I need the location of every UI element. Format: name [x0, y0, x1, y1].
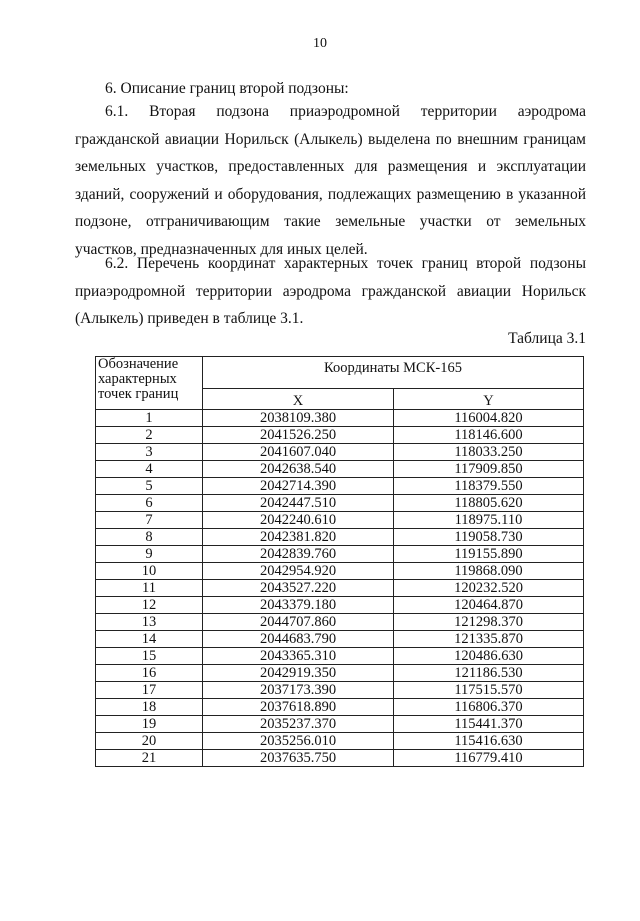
- x-coordinate-cell: 2043527.220: [203, 580, 394, 597]
- x-coordinate-cell: 2041526.250: [203, 427, 394, 444]
- point-number-cell: 3: [96, 444, 203, 461]
- x-header: X: [203, 389, 394, 410]
- table-row: [96, 716, 584, 733]
- y-header: Y: [394, 389, 584, 410]
- y-coordinate-cell: 118033.250: [394, 444, 584, 461]
- table-row: [96, 427, 584, 444]
- paragraph-6-1-text: 6.1. Вторая подзона приаэродромной территории аэродрома гражданской авиации Норильск (Алыкель) выделена по внешним границам земельных участков, предоставленных для размещения и эксплуатации зданий, сооружений и оборудования, подлежащих размещению в указанной подзоне, отграничивающим такие земельные участки от земельных участков, предназначенных для иных целей.: [75, 103, 586, 258]
- table-row: [96, 682, 584, 699]
- point-number-cell: 5: [96, 478, 203, 495]
- point-number-cell: 2: [96, 427, 203, 444]
- point-number-cell: 1: [96, 410, 203, 427]
- x-coordinate-cell: 2044683.790: [203, 631, 394, 648]
- y-coordinate-cell: 117515.570: [394, 682, 584, 699]
- table-row: [96, 529, 584, 546]
- x-coordinate-cell: 2042954.920: [203, 563, 394, 580]
- y-coordinate-cell: 120464.870: [394, 597, 584, 614]
- table-row: [96, 478, 584, 495]
- point-number-cell: 7: [96, 512, 203, 529]
- point-number-cell: 4: [96, 461, 203, 478]
- point-number-cell: 9: [96, 546, 203, 563]
- x-coordinate-cell: 2042447.510: [203, 495, 394, 512]
- coordinates-table-body: [96, 410, 584, 767]
- x-coordinate-cell: 2042839.760: [203, 546, 394, 563]
- x-coordinate-cell: 2037635.750: [203, 750, 394, 767]
- point-number-cell: 16: [96, 665, 203, 682]
- x-coordinate-cell: 2035237.370: [203, 716, 394, 733]
- table-caption: Таблица 3.1: [508, 330, 586, 347]
- coordinates-group-header: Координаты МСК-165: [203, 357, 584, 389]
- table-row: [96, 580, 584, 597]
- y-coordinate-cell: 118975.110: [394, 512, 584, 529]
- point-number-cell: 10: [96, 563, 203, 580]
- point-number-cell: 17: [96, 682, 203, 699]
- section-heading: 6. Описание границ второй подзоны:: [105, 80, 349, 97]
- y-coordinate-cell: 121298.370: [394, 614, 584, 631]
- x-coordinate-cell: 2044707.860: [203, 614, 394, 631]
- x-coordinate-cell: 2042638.540: [203, 461, 394, 478]
- paragraph-6-2: [75, 250, 586, 333]
- point-number-cell: 13: [96, 614, 203, 631]
- point-number-cell: 6: [96, 495, 203, 512]
- x-coordinate-cell: 2037618.890: [203, 699, 394, 716]
- x-coordinate-cell: 2035256.010: [203, 733, 394, 750]
- y-coordinate-cell: 120486.630: [394, 648, 584, 665]
- y-coordinate-cell: 121335.870: [394, 631, 584, 648]
- table-row: [96, 733, 584, 750]
- x-coordinate-cell: 2042240.610: [203, 512, 394, 529]
- y-coordinate-cell: 119868.090: [394, 563, 584, 580]
- table-row: [96, 546, 584, 563]
- point-number-cell: 14: [96, 631, 203, 648]
- table-row: [96, 410, 584, 427]
- coordinates-table: [95, 356, 584, 767]
- y-coordinate-cell: 118146.600: [394, 427, 584, 444]
- y-coordinate-cell: 115416.630: [394, 733, 584, 750]
- x-coordinate-cell: 2038109.380: [203, 410, 394, 427]
- x-coordinate-cell: 2043365.310: [203, 648, 394, 665]
- x-coordinate-cell: 2037173.390: [203, 682, 394, 699]
- point-number-cell: 20: [96, 733, 203, 750]
- page-number: 10: [313, 36, 327, 51]
- y-coordinate-cell: 118379.550: [394, 478, 584, 495]
- table-row: [96, 631, 584, 648]
- table-row: [96, 665, 584, 682]
- table-row: [96, 597, 584, 614]
- y-coordinate-cell: 118805.620: [394, 495, 584, 512]
- table-row: [96, 563, 584, 580]
- y-coordinate-cell: 116806.370: [394, 699, 584, 716]
- x-coordinate-cell: 2043379.180: [203, 597, 394, 614]
- point-number-cell: 19: [96, 716, 203, 733]
- y-coordinate-cell: 116004.820: [394, 410, 584, 427]
- point-number-cell: 12: [96, 597, 203, 614]
- x-coordinate-cell: 2042919.350: [203, 665, 394, 682]
- table-row: [96, 614, 584, 631]
- x-coordinate-cell: 2042714.390: [203, 478, 394, 495]
- y-coordinate-cell: 115441.370: [394, 716, 584, 733]
- table-row: [96, 648, 584, 665]
- table-row: [96, 444, 584, 461]
- y-coordinate-cell: 119155.890: [394, 546, 584, 563]
- paragraph-6-1: [75, 98, 586, 264]
- point-number-cell: 21: [96, 750, 203, 767]
- point-number-cell: 18: [96, 699, 203, 716]
- y-coordinate-cell: 120232.520: [394, 580, 584, 597]
- table-row: [96, 750, 584, 767]
- point-number-cell: 8: [96, 529, 203, 546]
- paragraph-6-2-text: 6.2. Перечень координат характерных точек границ второй подзоны приаэродромной территории аэродрома гражданской авиации Норильск (Алыкель) приведен в таблице 3.1.: [75, 255, 586, 328]
- y-coordinate-cell: 117909.850: [394, 461, 584, 478]
- y-coordinate-cell: 121186.530: [394, 665, 584, 682]
- point-number-cell: 11: [96, 580, 203, 597]
- x-coordinate-cell: 2041607.040: [203, 444, 394, 461]
- table-row: [96, 699, 584, 716]
- table-row: [96, 461, 584, 478]
- point-number-cell: 15: [96, 648, 203, 665]
- y-coordinate-cell: 119058.730: [394, 529, 584, 546]
- table-row: [96, 495, 584, 512]
- y-coordinate-cell: 116779.410: [394, 750, 584, 767]
- table-row: [96, 512, 584, 529]
- x-coordinate-cell: 2042381.820: [203, 529, 394, 546]
- point-label-header: Обозначение характерных точек границ: [96, 357, 203, 410]
